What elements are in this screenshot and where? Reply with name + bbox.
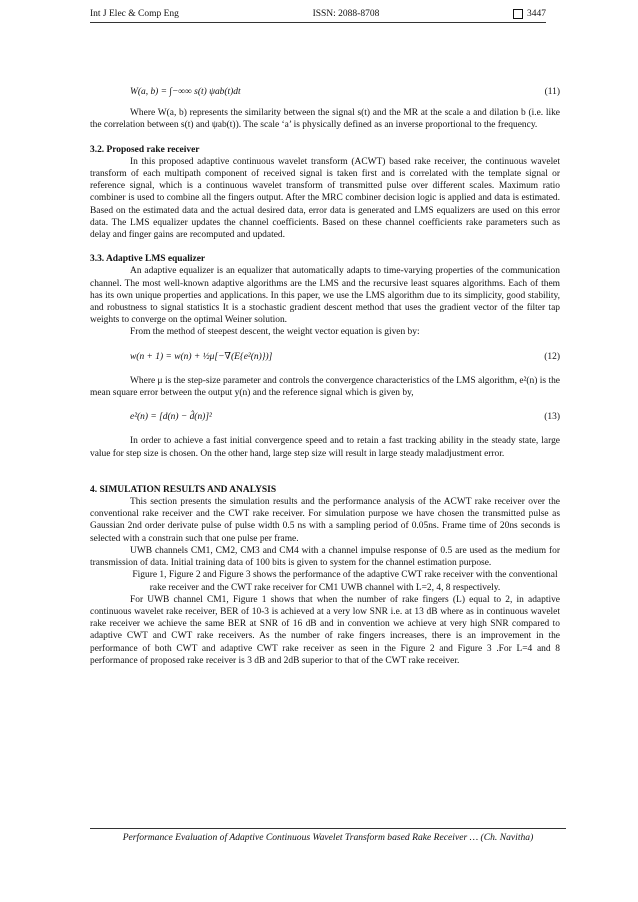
paragraph: An adaptive equalizer is an equalizer that automatically adapts to time-varying properties of the communication channel. The most well-known adaptive algorithms are the LMS and the recursive least squares algorithms. Each of them has its own unique properties and applications. In this paper, we use the LMS algorithm due to its simplicity, good stability, and robustness to signal statistics It is a stochastic gradient descent method that uses the gradient vector of the filter tap weights to converge on the optimal Weiner solution. bbox=[90, 266, 560, 326]
section-heading-3-2: 3.2. Proposed rake receiver bbox=[90, 144, 200, 155]
running-header bbox=[90, 9, 546, 23]
journal-name: Int J Elec & Comp Eng bbox=[90, 9, 179, 19]
square-icon bbox=[513, 9, 523, 19]
paragraph: From the method of steepest descent, the weight vector equation is given by: bbox=[130, 327, 420, 338]
issn: ISSN: 2088-8708 bbox=[312, 9, 380, 19]
equation-12-number: (12) bbox=[544, 351, 560, 362]
paragraph: For UWB channel CM1, Figure 1 shows that when the number of rake fingers (L) equal to 2, in adaptive continuous wavelet rake receiver, BER of 10-3 is achieved at a very low SNR i.e. at 13 dB where as in continuous wavelet rake receiver we achieve the same BER at SNR of 16 dB and in convention we achieve at very high SNR compared to adaptive CWT and CWT rake receivers. As the number of rake fingers increases, there is an improvement in the performance of both CWT and adaptive CWT rake receiver as seen in the Figure 2 and Figure 3 .For L=4 and 8 performance of proposed rake receiver is 3 dB and 2dB superior to that of the CWT rake receiver. bbox=[90, 594, 560, 666]
equation-12 bbox=[90, 351, 560, 363]
section-heading-4: 4. SIMULATION RESULTS AND ANALYSIS bbox=[90, 484, 277, 495]
equation-13-number: (13) bbox=[544, 412, 560, 423]
paragraph: In this proposed adaptive continuous wavelet transform (ACWT) based rake receiver, the continuous wavelet transform of each multipath component of received signal is taken first and is correlated with the template signal or reference signal, which is a continuous wavelet transform of transmitted pulse over different scales. Maximum ratio combiner is used to combine all the fingers output. After the MRC combiner decision logic is applied and data is estimated. Based on the estimated data and the actual desired data, error data is generated and LMS equalizers are used on this error data. The LMS equalizer updates the channel coefficients. Based on these channel coefficients rake parameters such as delay and finger gains are recomputed and updated. bbox=[90, 156, 560, 241]
paragraph: Where μ is the step-size parameter and controls the convergence characteristics of the LMS algorithm, e²(n) is the mean square error between the output y(n) and the reference signal which is given by, bbox=[90, 375, 560, 399]
page-number: 3447 bbox=[526, 9, 546, 19]
equation-11-text: W(a, b) = ∫−∞∞ s(t) ψab(t)dt bbox=[130, 87, 241, 97]
paragraph: UWB channels CM1, CM2, CM3 and CM4 with a channel impulse response of 0.5 are used as the medium for transmission of data. Initial training data of 100 bits is given to system for the channel estimation purpose. bbox=[90, 545, 560, 569]
running-footer: Performance Evaluation of Adaptive Continuous Wavelet Transform based Rake Receiver … (Ch. Navitha) bbox=[90, 828, 566, 843]
equation-13-text: e²(n) = [d(n) − d̂(n)]² bbox=[130, 412, 212, 423]
equation-13 bbox=[90, 411, 560, 423]
equation-12-text: w(n + 1) = w(n) + ½μ[−∇(E{e²(n)})] bbox=[130, 351, 273, 362]
equation-11 bbox=[90, 86, 560, 98]
equation-11-number: (11) bbox=[544, 87, 560, 97]
page-number-group bbox=[513, 9, 546, 19]
paragraph: Where W(a, b) represents the similarity between the signal s(t) and the MR at the scale a and dilation b (i.e. like the correlation between s(t) and ψab(t)). The scale ‘a’ is physically defined as an inverse proportional to the frequency. bbox=[90, 108, 560, 131]
paragraph: This section presents the simulation results and the performance analysis of the ACWT rake receiver over the conventional rake receiver and the CWT rake receiver. For simulation purpose we have chosen the transmitted pulse as Gaussian 2nd order derivate pulse of pulse width 0.5 ns with a sampling period of 0.05ns. Frame time of 20ns seconds is selected with a constrain such that one pulse per frame. bbox=[90, 497, 560, 544]
paragraph: In order to achieve a fast initial convergence speed and to retain a fast tracking ability in the steady state, large value for step size is chosen. On the other hand, large step size will result in large steady maladjustment error. bbox=[90, 436, 560, 459]
section-heading-3-3: 3.3. Adaptive LMS equalizer bbox=[90, 254, 206, 265]
body-text bbox=[90, 86, 560, 667]
paragraph: Figure 1, Figure 2 and Figure 3 shows the performance of the adaptive CWT rake receiver with the conventional rake receiver and the CWT rake receiver for CM1 UWB channel with L=2, 4, 8 respectively. bbox=[132, 570, 558, 593]
